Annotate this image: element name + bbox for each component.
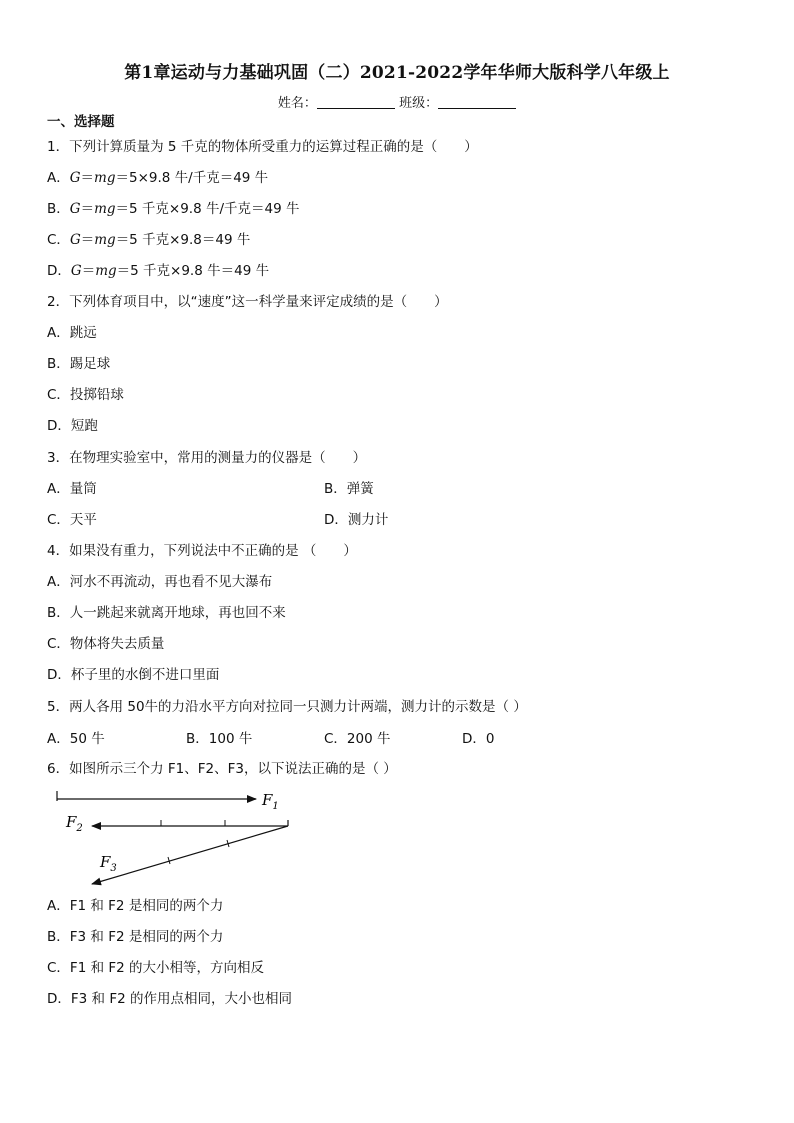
question-6-option-a[interactable]: A．F1 和 F2 是相同的两个力 — [47, 898, 224, 914]
name-label: 姓名： — [277, 96, 317, 111]
option-letter: C． — [47, 232, 70, 248]
symbol-g: G — [69, 232, 81, 248]
symbol-g: G — [69, 201, 81, 217]
question-6-stem: 6．如图所示三个力 F1、F2、F3，以下说法正确的是（ ） — [47, 761, 397, 777]
question-2-stem: 2．下列体育项目中，以“速度”这一科学量来评定成绩的是（ ） — [47, 294, 448, 310]
symbol-mg: mg — [94, 232, 116, 248]
force-f2-label: $F_2$ — [66, 813, 83, 834]
option-text: ＝5 千克×9.8＝49 牛 — [115, 232, 251, 248]
question-1-option-b[interactable] — [47, 200, 300, 218]
question-6-option-b[interactable]: B．F3 和 F2 是相同的两个力 — [47, 929, 224, 945]
question-3-option-d[interactable]: D．测力计 — [324, 512, 389, 528]
class-blank[interactable] — [438, 96, 516, 109]
question-2-option-d[interactable]: D．短跑 — [47, 418, 98, 434]
question-3-option-b[interactable]: B．弹簧 — [324, 481, 374, 497]
symbol-g: G — [69, 170, 81, 186]
symbol-mg: mg — [94, 170, 116, 186]
question-2-option-c[interactable]: C．投掷铅球 — [47, 387, 124, 403]
question-6-option-d[interactable]: D．F3 和 F2 的作用点相同，大小也相同 — [47, 991, 292, 1007]
question-1-option-c[interactable] — [47, 231, 250, 249]
force-f1-label: $F_1$ — [262, 791, 279, 812]
option-letter: A． — [47, 170, 70, 186]
section-heading: 一、选择题 — [47, 114, 115, 130]
question-6-option-c[interactable]: C．F1 和 F2 的大小相等，方向相反 — [47, 960, 265, 976]
force-diagram — [40, 785, 310, 890]
class-label: 班级： — [399, 96, 439, 111]
student-info — [0, 92, 794, 111]
option-text: ＝5×9.8 牛/千克＝49 牛 — [115, 170, 269, 186]
option-text: ＝5 千克×9.8 牛＝49 牛 — [116, 263, 270, 279]
question-3-option-a[interactable]: A．量筒 — [47, 481, 97, 497]
name-blank[interactable] — [317, 96, 395, 109]
question-4-option-d[interactable]: D．杯子里的水倒不进口里面 — [47, 667, 220, 683]
question-2-option-b[interactable]: B．踢足球 — [47, 356, 111, 372]
option-text: ＝5 千克×9.8 牛/千克＝49 牛 — [115, 201, 300, 217]
question-1-stem: 1．下列计算质量为 5 千克的物体所受重力的运算过程正确的是（ ） — [47, 139, 478, 155]
question-3-stem: 3．在物理实验室中，常用的测量力的仪器是（ ） — [47, 450, 367, 466]
question-2-option-a[interactable]: A．跳远 — [47, 325, 97, 341]
symbol-mg: mg — [95, 263, 117, 279]
page-title: 第1章运动与力基础巩固（二）2021-2022学年华师大版科学八年级上 — [124, 63, 670, 83]
question-4-option-a[interactable]: A．河水不再流动，再也看不见大瀑布 — [47, 574, 273, 590]
question-5-stem: 5．两人各用 50牛的力沿水平方向对拉同一只测力计两端，测力计的示数是（ ） — [47, 699, 527, 715]
equals: ＝ — [80, 201, 95, 217]
force-f3-label: $F_3$ — [100, 853, 117, 874]
question-5-option-d[interactable]: D．0 — [462, 731, 495, 747]
question-3-option-c[interactable]: C．天平 — [47, 512, 97, 528]
symbol-g: G — [70, 263, 82, 279]
symbol-mg: mg — [94, 201, 116, 217]
question-5-option-a[interactable]: A．50 牛 — [47, 731, 105, 747]
equals: ＝ — [81, 263, 96, 279]
question-5-option-b[interactable]: B．100 牛 — [186, 731, 253, 747]
option-letter: B． — [47, 201, 70, 217]
question-4-stem: 4．如果没有重力，下列说法中不正确的是 （ ） — [47, 543, 357, 559]
equals: ＝ — [80, 232, 95, 248]
question-1-option-d[interactable] — [47, 262, 269, 280]
question-4-option-c[interactable]: C．物体将失去质量 — [47, 636, 165, 652]
question-5-option-c[interactable]: C．200 牛 — [324, 731, 391, 747]
force-f3-line — [92, 826, 288, 884]
question-4-option-b[interactable]: B．人一跳起来就离开地球，再也回不来 — [47, 605, 286, 621]
question-1-option-a[interactable] — [47, 169, 268, 187]
equals: ＝ — [80, 170, 95, 186]
option-letter: D． — [47, 263, 71, 279]
